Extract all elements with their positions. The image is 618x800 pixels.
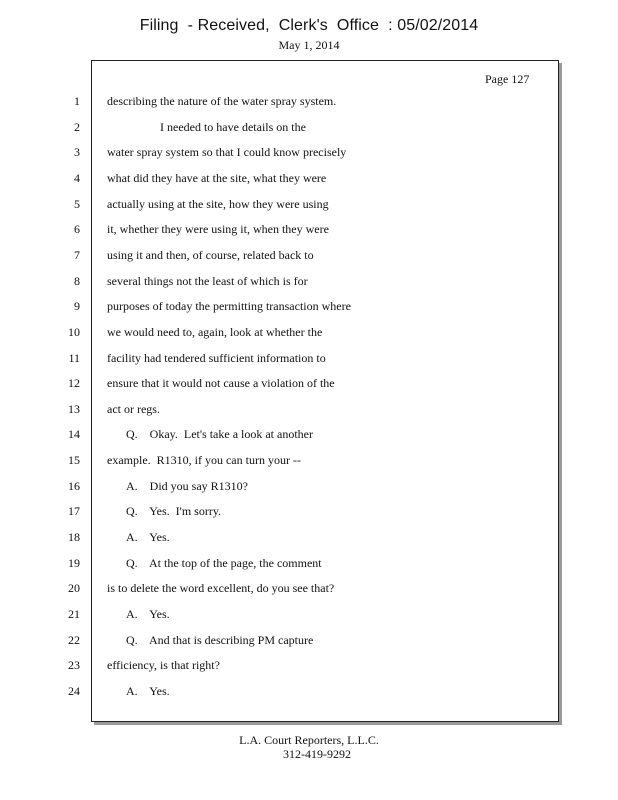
line-text: is to delete the word excellent, do you see that? bbox=[107, 581, 335, 595]
line-text: actually using at the site, how they were using bbox=[107, 197, 329, 211]
page-number: Page 127 bbox=[485, 72, 530, 86]
line-number: 21 bbox=[68, 607, 80, 621]
line-number: 15 bbox=[68, 453, 80, 467]
line-number: 19 bbox=[68, 556, 80, 570]
line-number: 16 bbox=[68, 479, 80, 493]
line-text: A. Yes. bbox=[126, 684, 170, 698]
line-number: 6 bbox=[74, 222, 80, 236]
line-text: purposes of today the permitting transaction where bbox=[107, 299, 351, 313]
line-number: 4 bbox=[74, 171, 80, 185]
line-number: 7 bbox=[74, 248, 80, 262]
line-number: 23 bbox=[68, 658, 80, 672]
line-text: water spray system so that I could know precisely bbox=[107, 145, 347, 159]
line-text: we would need to, again, look at whether the bbox=[107, 325, 323, 339]
line-number: 8 bbox=[74, 274, 80, 288]
line-number: 3 bbox=[74, 145, 80, 159]
line-number: 11 bbox=[68, 351, 80, 365]
line-text: Q. At the top of the page, the comment bbox=[126, 556, 322, 570]
line-text: A. Yes. bbox=[126, 530, 170, 544]
line-text: Q. Yes. I'm sorry. bbox=[126, 504, 222, 518]
line-number: 22 bbox=[68, 633, 80, 647]
line-text: ensure that it would not cause a violation of the bbox=[107, 376, 335, 390]
line-number: 17 bbox=[68, 504, 80, 518]
line-number: 10 bbox=[68, 325, 80, 339]
line-number: 12 bbox=[68, 376, 80, 390]
filing-stamp: Filing - Received, Clerk's Office : 05/02/2014 bbox=[139, 17, 479, 34]
line-number: 14 bbox=[68, 427, 80, 441]
transcript-date: May 1, 2014 bbox=[278, 38, 340, 52]
line-text: efficiency, is that right? bbox=[107, 658, 220, 672]
line-text: A. Yes. bbox=[126, 607, 170, 621]
line-text: using it and then, of course, related back to bbox=[107, 248, 314, 262]
line-text: what did they have at the site, what they were bbox=[107, 171, 327, 185]
line-text: Q. And that is describing PM capture bbox=[126, 633, 314, 647]
line-text: it, whether they were using it, when they were bbox=[107, 222, 329, 236]
footer-phone: 312-419-9292 bbox=[283, 747, 351, 761]
line-number: 5 bbox=[74, 197, 80, 211]
line-text: facility had tendered sufficient information to bbox=[107, 351, 326, 365]
line-text: example. R1310, if you can turn your -- bbox=[107, 453, 301, 467]
line-number: 18 bbox=[68, 530, 80, 544]
line-text: I needed to have details on the bbox=[160, 120, 306, 134]
line-number: 20 bbox=[68, 581, 80, 595]
line-text: A. Did you say R1310? bbox=[126, 479, 248, 493]
line-text: act or regs. bbox=[107, 402, 160, 416]
footer-company: L.A. Court Reporters, L.L.C. bbox=[239, 733, 379, 747]
line-number: 24 bbox=[68, 684, 80, 698]
line-number: 9 bbox=[74, 299, 80, 313]
line-number: 2 bbox=[74, 120, 80, 134]
line-number: 13 bbox=[68, 402, 80, 416]
line-text: several things not the least of which is for bbox=[107, 274, 308, 288]
line-text: Q. Okay. Let's take a look at another bbox=[126, 427, 313, 441]
line-text: describing the nature of the water spray system. bbox=[107, 94, 337, 108]
line-number: 1 bbox=[74, 94, 80, 108]
